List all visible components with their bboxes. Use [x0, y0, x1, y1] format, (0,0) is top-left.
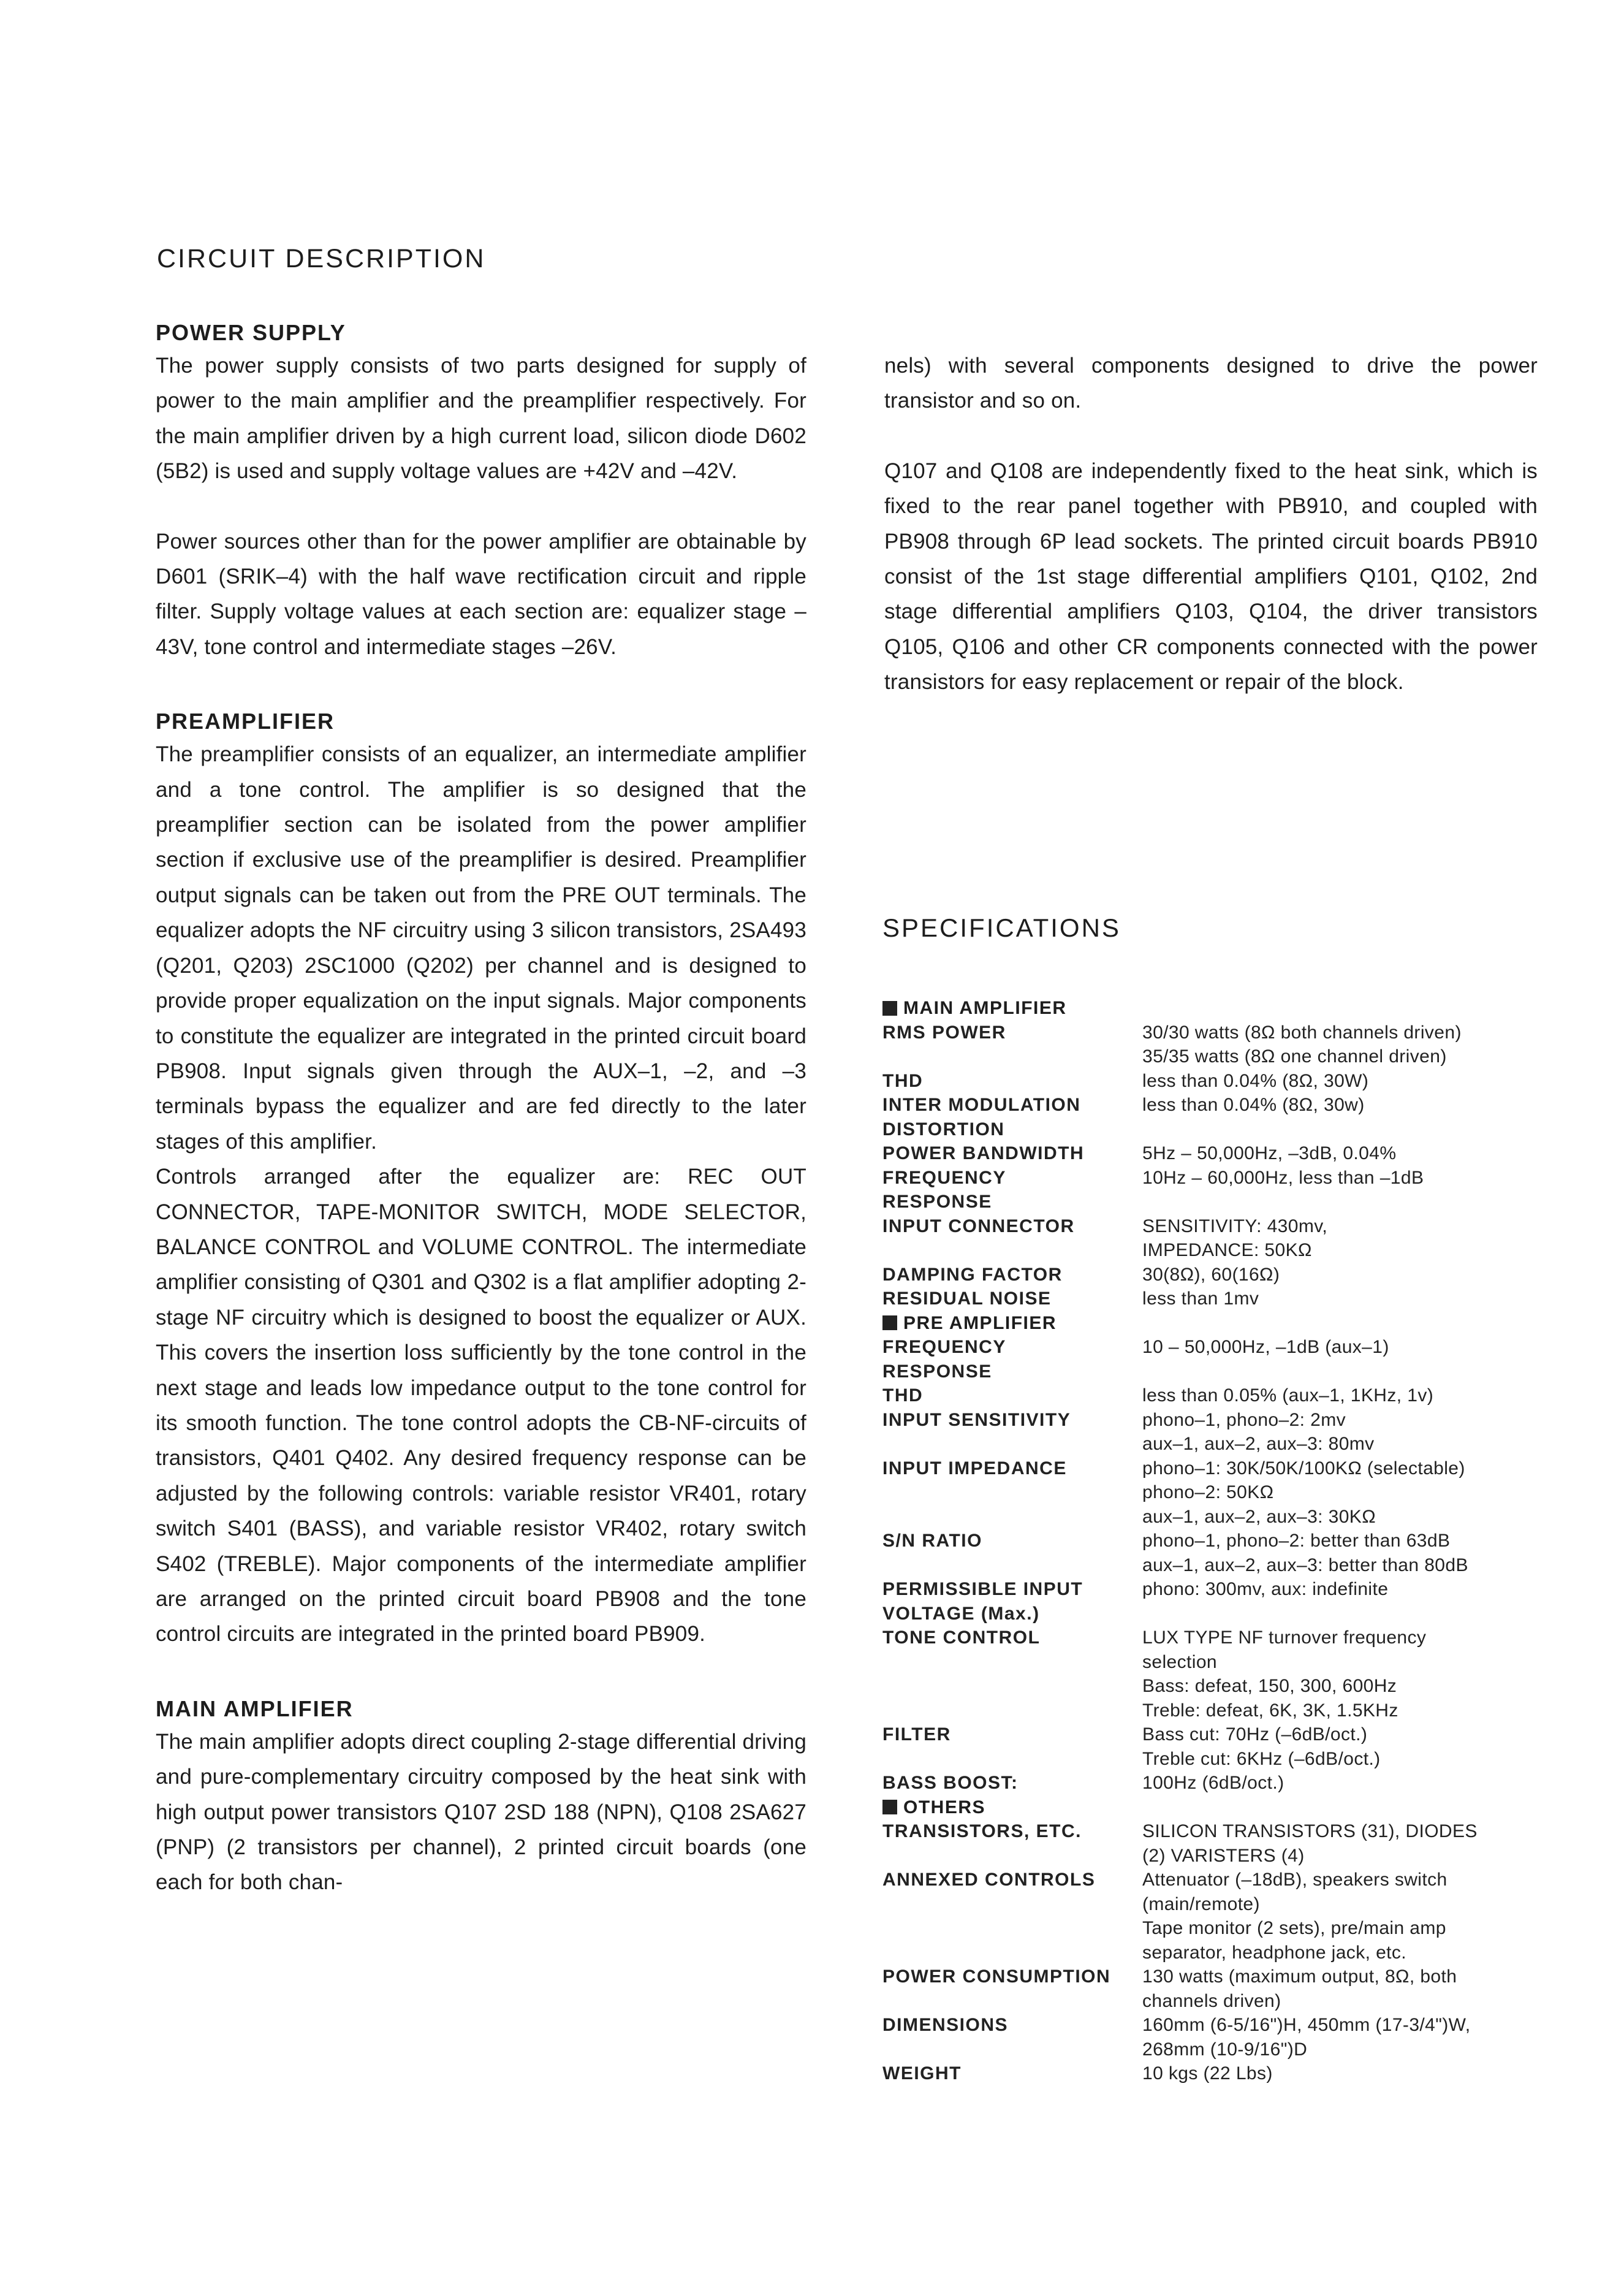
- spec-value: 10 kgs (22 Lbs): [1142, 2063, 1273, 2084]
- paragraph-spacer: [156, 489, 806, 524]
- spec-label: RESIDUAL NOISE: [882, 1288, 1052, 1309]
- section-heading: POWER SUPPLY: [156, 320, 346, 345]
- spec-value: Attenuator (–18dB), speakers switch (main/remote) Tape monitor (2 sets), pre/main amp separator, headphone jack, etc.: [1142, 1870, 1448, 1963]
- paragraph-spacer: [884, 419, 1538, 454]
- spec-value: less than 0.04% (8Ω, 30w): [1142, 1095, 1365, 1115]
- paragraph: The power supply consists of two parts designed for supply of power to the main amplifier and the preamplifier respectively. For the main amplifier driven by a high current load, silicon diode D602 (5B2) is used and supply voltage values are +42V and –42V.: [156, 354, 806, 484]
- square-bullet-icon: [882, 1001, 897, 1016]
- spec-value: SILICON TRANSISTORS (31), DIODES (2) VARISTERS (4): [1142, 1821, 1478, 1866]
- page-title: CIRCUIT DESCRIPTION: [157, 244, 486, 273]
- spec-row: [882, 1819, 1544, 1868]
- spec-label: PERMISSIBLE INPUT VOLTAGE (Max.): [882, 1579, 1083, 1624]
- spec-label: POWER CONSUMPTION: [882, 1966, 1111, 1987]
- spec-value: less than 0.05% (aux–1, 1KHz, 1v): [1142, 1385, 1434, 1406]
- paragraph: The preamplifier consists of an equalizer, an intermediate amplifier and a tone control. The amplifier is so designed that the preamplifier section can be isolated from the power amplifier section if exclusive use of the preamplifier is desired. Preamplifier output signals can be taken out from the PRE OUT terminals. The equalizer adopts the NF circuitry using 3 silicon transistors, 2SA493 (Q201, Q203) 2SC1000 (Q202) per channel and is designed to provide proper equalization on the input signals. Major components to constitute the equalizer are integrated in the printed circuit board PB908. Input signals given through the AUX–1, –2, and –3 terminals bypass the equalizer and are fed directly to the later stages of this amplifier.: [156, 742, 806, 1154]
- paragraph: The main amplifier adopts direct coupling 2-stage differential driving and pure-complementary circuitry composed by the heat sink with high output power transistors Q107 2SD 188 (NPN), Q108 2SA627 (PNP) (2 transistors per channel), 2 printed circuit boards (one each for both chan-: [156, 1729, 806, 1895]
- spec-value: 30(8Ω), 60(16Ω): [1142, 1264, 1280, 1285]
- spec-label: INPUT IMPEDANCE: [882, 1458, 1067, 1479]
- right-column: [884, 348, 1538, 700]
- spec-value: 130 watts (maximum output, 8Ω, both channels driven): [1142, 1966, 1457, 2011]
- square-bullet-icon: [882, 1800, 897, 1814]
- spec-row: [882, 1577, 1544, 1626]
- spec-value: 100Hz (6dB/oct.): [1142, 1773, 1284, 1793]
- paragraph: nels) with several components designed to drive the power transistor and so on.: [884, 354, 1538, 413]
- spec-value: phono–1, phono–2: 2mv aux–1, aux–2, aux–3: 80mv: [1142, 1409, 1375, 1454]
- spec-label: DAMPING FACTOR: [882, 1264, 1063, 1285]
- spec-label: INPUT CONNECTOR: [882, 1216, 1075, 1236]
- spec-label: ANNEXED CONTROLS: [882, 1870, 1096, 1890]
- square-bullet-icon: [882, 1315, 897, 1330]
- spec-value: 5Hz – 50,000Hz, –3dB, 0.04%: [1142, 1143, 1397, 1163]
- spec-value: LUX TYPE NF turnover frequency selection Bass: defeat, 150, 300, 600Hz Treble: defeat, 6K, 3K, 1.5KHz: [1142, 1627, 1427, 1721]
- spec-label: DIMENSIONS: [882, 2015, 1009, 2035]
- spec-value: phono: 300mv, aux: indefinite: [1142, 1579, 1389, 1599]
- spec-row: [882, 1456, 1544, 1529]
- spec-row: [882, 1093, 1544, 1141]
- spec-label: S/N RATIO: [882, 1531, 982, 1551]
- paragraph: Controls arranged after the equalizer are: REC OUT CONNECTOR, TAPE-MONITOR SWITCH, MODE SELECTOR, BALANCE CONTROL and VOLUME CONTROL. The intermediate amplifier consisting of Q301 and Q302 is a flat amplifier adopting 2-stage NF circuitry which is designed to boost the equalizer or AUX. This covers the insertion loss sufficiently by the tone control in the next stage and leads low impedance output to the tone control for its smooth function. The tone control adopts the CB-NF-circuits of transistors, Q401 Q402. Any desired frequency response can be adjusted by the following controls: variable resistor VR401, rotary switch S401 (BASS), and variable resistor VR402, rotary switch S402 (TREBLE). Major components of the intermediate amplifier are arranged on the printed circuit board PB908 and the tone control circuits are integrated in the printed board PB909.: [156, 1165, 806, 1646]
- spec-row: [882, 1965, 1544, 2013]
- spec-value: less than 0.04% (8Ω, 30W): [1142, 1070, 1369, 1091]
- spec-row: [882, 2061, 1544, 2086]
- spec-label: FREQUENCY RESPONSE: [882, 1167, 1006, 1212]
- section-spacer: [156, 664, 806, 706]
- spec-group-heading: [882, 996, 1544, 1021]
- spec-row: [882, 1626, 1544, 1722]
- spec-group-heading: [882, 1311, 1544, 1336]
- spec-row: [882, 1383, 1544, 1408]
- spec-row: [882, 1287, 1544, 1311]
- spec-row: [882, 1335, 1544, 1383]
- spec-value: Bass cut: 70Hz (–6dB/oct.) Treble cut: 6KHz (–6dB/oct.): [1142, 1724, 1381, 1769]
- spec-row: [882, 1868, 1544, 1965]
- spec-value: phono–1: 30K/50K/100KΩ (selectable) phono–2: 50KΩ aux–1, aux–2, aux–3: 30KΩ: [1142, 1458, 1465, 1527]
- spec-row: [882, 1021, 1544, 1069]
- spec-label: INPUT SENSITIVITY: [882, 1409, 1071, 1430]
- spec-row: [882, 1214, 1544, 1263]
- spec-group-label: PRE AMPLIFIER: [903, 1312, 1057, 1333]
- spec-group-label: MAIN AMPLIFIER: [903, 998, 1067, 1018]
- spec-value: phono–1, phono–2: better than 63dB aux–1, aux–2, aux–3: better than 80dB: [1142, 1531, 1468, 1575]
- spec-label: BASS BOOST:: [882, 1773, 1019, 1793]
- spec-label: THD: [882, 1385, 924, 1406]
- spec-value: SENSITIVITY: 430mv, IMPEDANCE: 50KΩ: [1142, 1216, 1328, 1260]
- spec-row: [882, 1529, 1544, 1577]
- spec-value: 160mm (6-5/16")H, 450mm (17-3/4")W, 268mm (10-9/16")D: [1142, 2015, 1471, 2060]
- paragraph: Q107 and Q108 are independently fixed to the heat sink, which is fixed to the rear panel together with PB910, and coupled with PB908 through 6P lead sockets. The printed circuit boards PB910 consist of the 1st stage differential amplifiers Q101, Q102, 2nd stage differential amplifiers Q103, Q104, the driver transistors Q105, Q106 and other CR components connected with the power transistors for easy replacement or repair of the block.: [884, 459, 1538, 695]
- spec-label: INTER MODULATION DISTORTION: [882, 1095, 1081, 1140]
- section-heading: PREAMPLIFIER: [156, 709, 335, 734]
- spec-row: [882, 2013, 1544, 2061]
- spec-label: POWER BANDWIDTH: [882, 1143, 1085, 1163]
- section-heading: MAIN AMPLIFIER: [156, 1696, 354, 1721]
- spec-value: less than 1mv: [1142, 1288, 1259, 1309]
- spec-label: WEIGHT: [882, 2063, 962, 2084]
- spec-row: [882, 1166, 1544, 1214]
- spec-row: [882, 1263, 1544, 1287]
- left-column: [156, 318, 806, 1900]
- spec-group-label: OTHERS: [903, 1797, 986, 1817]
- specifications-title: SPECIFICATIONS: [882, 913, 1121, 942]
- spec-row: [882, 1722, 1544, 1771]
- spec-label: TRANSISTORS, ETC.: [882, 1821, 1082, 1841]
- spec-value: 10Hz – 60,000Hz, less than –1dB: [1142, 1167, 1424, 1188]
- spec-value: 10 – 50,000Hz, –1dB (aux–1): [1142, 1337, 1389, 1357]
- spec-row: [882, 1069, 1544, 1094]
- paragraph: Power sources other than for the power amplifier are obtainable by D601 (SRIK–4) with the half wave rectification circuit and ripple filter. Supply voltage values at each section are: equalizer stage –43V, tone control and intermediate stages –26V.: [156, 529, 806, 659]
- spec-label: FILTER: [882, 1724, 951, 1745]
- section-spacer: [156, 1652, 806, 1694]
- spec-label: RMS POWER: [882, 1022, 1006, 1043]
- spec-label: TONE CONTROL: [882, 1627, 1041, 1648]
- spec-row: [882, 1771, 1544, 1795]
- spec-label: THD: [882, 1070, 924, 1091]
- spec-row: [882, 1408, 1544, 1456]
- spec-label: FREQUENCY RESPONSE: [882, 1337, 1006, 1382]
- specifications-table: [882, 996, 1544, 2086]
- spec-group-heading: [882, 1795, 1544, 1820]
- spec-row: [882, 1141, 1544, 1166]
- spec-value: 30/30 watts (8Ω both channels driven) 35/35 watts (8Ω one channel driven): [1142, 1022, 1462, 1067]
